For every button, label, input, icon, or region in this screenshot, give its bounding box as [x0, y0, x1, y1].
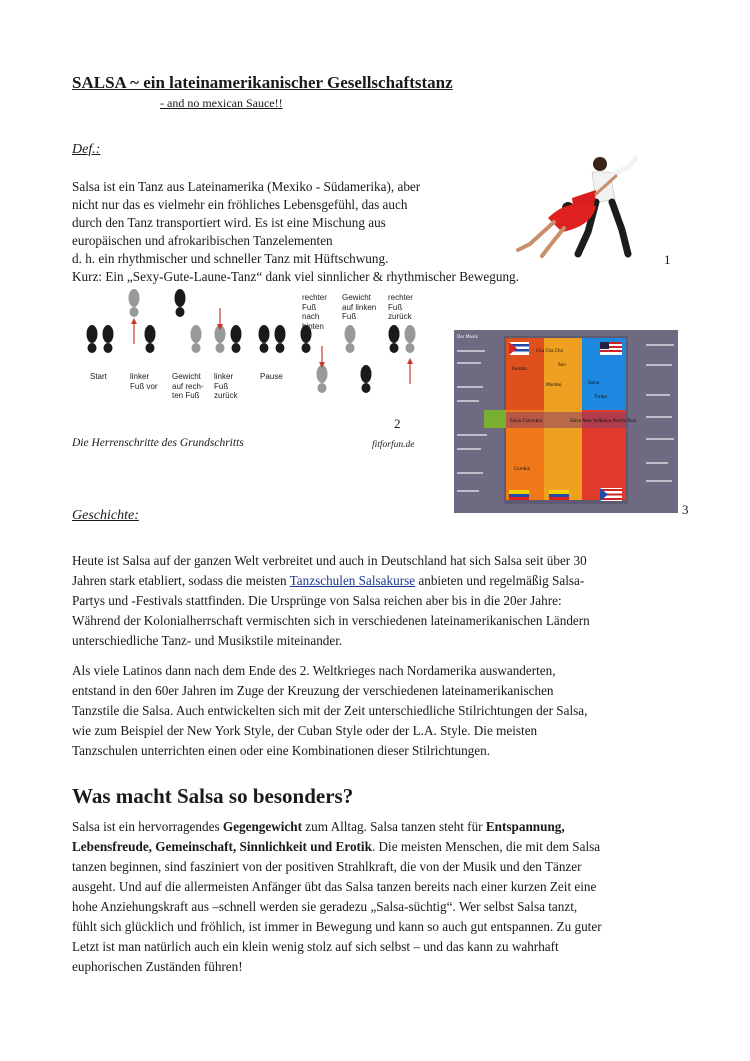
- step-right-back-feet: [301, 325, 328, 393]
- figure-number-3: 3: [682, 502, 689, 517]
- step-label-line: rechter: [302, 293, 327, 302]
- para-text: fühlt sich glücklich und fröhlich, ist immer in Bewegung und kann so auch gut entspannen. Zu guter: [72, 919, 602, 934]
- para-line: [72, 957, 678, 977]
- bold-text: Gegengewicht: [222, 819, 302, 834]
- para-line: [72, 591, 678, 611]
- map-top-label: Der Musik: [457, 334, 478, 339]
- intro-line: d. h. ein rhythmischer und schneller Tanz mit Hüftschwung.: [72, 251, 389, 266]
- map-label: Cumbia: [514, 466, 531, 471]
- step-label-line: auf linken: [342, 302, 377, 312]
- para-line: [72, 837, 678, 857]
- intro-line: nicht nur das es vielmehr ein fröhliches Lebensgefühl, das auch: [72, 197, 408, 212]
- page-title: SALSA ~ ein lateinamerikanischer Gesellschaftstanz: [72, 73, 453, 92]
- history-paragraph-1: [72, 551, 678, 651]
- para-line: [72, 631, 678, 651]
- steps-credit: fitforfun.de: [372, 440, 415, 450]
- para-line: Tanzschulen unterrichten einen oder eine Kombinationen dieser Stilrichtungen.: [72, 743, 491, 758]
- salsa-dancers-image: [512, 152, 644, 260]
- para-line: [72, 877, 678, 897]
- step-label-line: zurück: [388, 312, 412, 321]
- para-text: Letzt ist man natürlich auch ein klein wenig stolz auf sich selbst – und das kann zu wahrhaft: [72, 939, 559, 954]
- step-left-back-feet: [215, 308, 242, 353]
- step-label-line: Gewicht: [342, 293, 371, 302]
- bold-text: Lebensfreude, Gemeinschaft, Sinnlichkeit und Erotik: [72, 839, 372, 854]
- step-weight-right-feet: [175, 289, 202, 353]
- para-line: [72, 817, 678, 837]
- para-line: [72, 857, 678, 877]
- para-text: Während der Kolonialherrschaft vermischten sich in verschiedenen lateinamerikanischen Ländern: [72, 613, 590, 628]
- para-text: ausgeht. Und auf die allermeisten Anfänger übt das Salsa tanzen bereits nach einer kurzen Zeit eine: [72, 879, 597, 894]
- para-line: [72, 571, 678, 591]
- para-text: anbieten und regelmäßig Salsa-: [415, 573, 585, 588]
- para-line: Als viele Latinos dann nach dem Ende des 2. Weltkrieges nach Nordamerika auswanderten,: [72, 663, 556, 678]
- map-label: Salsa Colombia: [510, 418, 543, 423]
- section-heading: Was macht Salsa so besonders?: [72, 784, 354, 808]
- figure-number-2: 2: [394, 416, 401, 431]
- para-text: unterschiedliche Tanz- und Musikstile miteinander.: [72, 633, 343, 648]
- page-subtitle: - and no mexican Sauce!!: [160, 96, 283, 110]
- intro-line: Salsa ist ein Tanz aus Lateinamerika (Mexiko - Südamerika), aber: [72, 179, 421, 194]
- figure-number-1: 1: [664, 252, 671, 267]
- para-text: . Die meisten Menschen, die mit dem Salsa: [371, 839, 601, 854]
- step-label-line: Fuß: [302, 302, 317, 312]
- para-text: Salsa ist ein hervorragendes: [72, 819, 223, 834]
- para-text: hohe Anziehungskraft aus –schnell werden sie geradezu „Salsa-süchtig“. Wer selbst Salsa tanzt,: [72, 899, 578, 914]
- step-label-start: Start: [90, 372, 107, 381]
- step-label-line: nach: [302, 312, 320, 321]
- map-label: Salsa Puerto Rico: [600, 418, 637, 423]
- step-left-forward-feet: [129, 289, 156, 353]
- map-label: Rumba: [512, 366, 527, 371]
- para-line: wie zum Beispiel der New York Style, der Cuban Style oder der L.A. Style. Die meisten: [72, 723, 538, 738]
- steps-caption: Die Herrenschritte des Grundschritts: [72, 437, 244, 449]
- map-label: Son: [558, 362, 566, 367]
- map-label: Salsa: [588, 380, 600, 385]
- para-text: euphorischen Zuständen führen!: [72, 959, 243, 974]
- map-label: Mambo: [546, 382, 562, 387]
- step-label-line: zurück: [214, 391, 238, 400]
- step-label-weight-right: [172, 372, 204, 401]
- para-text: Partys und -Festivals stattfinden. Die Ursprünge von Salsa reichen aber bis in die 20er Jahre:: [72, 593, 562, 608]
- step-label-line: auf rech-: [172, 381, 204, 391]
- intro-line: europäischen und afrokaribischen Tanzelementen: [72, 233, 333, 248]
- intro-line: durch den Tanz transportiert wird. Es ist eine Mischung aus: [72, 215, 386, 230]
- para-line: Tanzstile die Salsa. Auch entwickelten sich mit der Zeit unterschiedliche Stilrichtungen der Salsa,: [72, 703, 588, 718]
- step-label-pause: Pause: [260, 372, 283, 381]
- step-label-left-forward: [130, 372, 158, 391]
- step-label-line: Fuß: [214, 381, 229, 391]
- step-right-return-feet: [389, 325, 416, 384]
- map-label: Cha Cha Cha: [536, 348, 564, 353]
- history-paragraph-2: [72, 661, 678, 761]
- step-label-left-back: [214, 372, 238, 401]
- step-weight-left-feet: [345, 325, 372, 393]
- para-text: Heute ist Salsa auf der ganzen Welt verbreitet und auch in Deutschland hat sich Salsa seit über 30: [72, 553, 587, 568]
- step-start-feet: [87, 325, 114, 353]
- step-label-weight-left: [342, 293, 376, 322]
- para-line: entstand in den 60er Jahren im Zuge der Kreuzung der verschiedenen lateinamerikanischen: [72, 683, 554, 698]
- para-text: zum Alltag. Salsa tanzen steht für: [302, 819, 486, 834]
- step-label-line: rechter: [388, 293, 413, 302]
- map-label: Salsa New York: [570, 418, 602, 423]
- salsa-music-history-chart: [454, 330, 678, 513]
- step-label-line: ten Fuß: [172, 391, 200, 400]
- step-label-right-return: [388, 293, 413, 322]
- step-label-right-back: [302, 293, 327, 331]
- step-label-line: linker: [214, 372, 234, 381]
- step-label-line: Gewicht: [172, 372, 201, 381]
- history-heading: Geschichte:: [72, 508, 139, 523]
- definition-heading: Def.:: [72, 142, 101, 157]
- step-label-line: Fuß: [388, 302, 403, 312]
- para-text: tanzen beginnen, sind fasziniert von der positiven Strahlkraft, die von der Musik und den Tänzer: [72, 859, 582, 874]
- step-label-line: Fuß: [342, 312, 357, 321]
- special-paragraph: [72, 817, 678, 977]
- para-line: [72, 611, 678, 631]
- para-line: [72, 551, 678, 571]
- para-text: Jahren stark etabliert, sodass die meisten: [72, 573, 290, 588]
- map-label: Timba: [594, 394, 607, 399]
- para-line: [72, 917, 678, 937]
- para-line: [72, 897, 678, 917]
- intro-line: Kurz: Ein „Sexy-Gute-Laune-Tanz“ dank viel sinnlicher & rhythmischer Bewegung.: [72, 269, 519, 284]
- step-label-line: hinten: [302, 321, 324, 331]
- para-line: [72, 937, 678, 957]
- bold-text: Entspannung,: [485, 819, 565, 834]
- step-label-line: Fuß vor: [130, 381, 158, 391]
- step-pause-feet: [259, 325, 286, 353]
- step-label-line: linker: [130, 372, 150, 381]
- tanzschulen-link[interactable]: Tanzschulen Salsakurse: [289, 573, 416, 588]
